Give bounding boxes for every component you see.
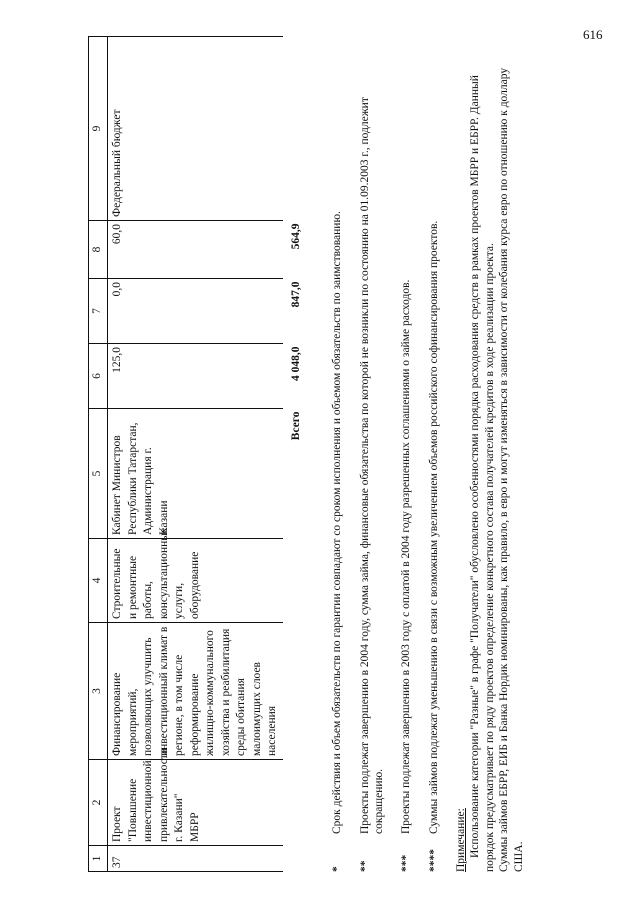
rotated-page-content — [88, 37, 553, 872]
footnote-text: Проекты подлежат завершению в 2004 году, сумма займа, финансовые обязательства по которой не возникли по состоянию на 01.09.2003 г., подлежит сокращению. — [358, 97, 385, 834]
recipient-cell: Кабинет Министров Республики Татарстан, Администрация г. Казани — [108, 409, 283, 539]
amount-cell-7: 0,0 — [108, 279, 283, 344]
column-number: 3 — [89, 623, 108, 760]
purpose-cell: Финансирование мероприятий, позволяющих улучшить инвестиционный климат в регионе, в том числе реформирование жилищно-коммунального хозяйства и реабилитация среды обитания малоимущих слоев населения — [108, 623, 283, 760]
footnote-mark: * — [331, 866, 344, 872]
column-number-row — [89, 37, 108, 872]
projects-table — [88, 36, 306, 872]
page-number: 616 — [583, 27, 603, 42]
project-name-cell: Проект "Повышение инвестиционной привлекательности г. Казани" МБРР — [108, 760, 283, 846]
total-row — [283, 37, 307, 872]
column-number: 9 — [89, 37, 108, 221]
footnote — [427, 37, 441, 872]
column-number: 4 — [89, 539, 108, 623]
row-number: 37 — [108, 846, 283, 872]
remark-heading: Примечание: — [455, 808, 468, 872]
funding-source-cell: Федеральный бюджет — [108, 37, 283, 221]
column-number: 5 — [89, 409, 108, 539]
footnote-text: Проекты подлежат завершению в 2003 году с оплатой в 2004 году разрешенных соглашениями о займе расходов. — [400, 279, 413, 834]
total-col8: 564,9 — [289, 223, 302, 250]
total-col6: 4 048,0 — [289, 346, 302, 381]
amount-cell-8: 60,0 — [108, 221, 283, 279]
column-number: 6 — [89, 344, 108, 409]
column-number: 2 — [89, 760, 108, 846]
column-number: 1 — [89, 846, 108, 872]
remark-block — [454, 37, 526, 872]
total-col7: 847,0 — [289, 281, 302, 308]
footnote-mark: **** — [427, 849, 440, 872]
total-label: Всего — [289, 411, 302, 441]
footnote-mark: *** — [400, 854, 413, 872]
remark-paragraph: Использование категории "Разные" в графе "Получатели" обусловлено особенностями порядка расходования средств в рамках проектов МБРР и ЕБРР. Данный порядок предусматривает по ряду проектов определение конкретного состава получателей кредитов в ходе реализации проекта. — [469, 75, 496, 872]
footnotes — [330, 37, 526, 872]
table-row — [108, 37, 283, 872]
footnote-text: Срок действия и объем обязательств по гарантии совпадают со сроком исполнения и объемом обязательств по заимствованию. — [331, 211, 344, 834]
footnote-mark: ** — [358, 860, 371, 872]
footnote — [330, 37, 344, 872]
footnote — [358, 37, 387, 872]
remark-paragraph: Суммы займов ЕБРР, ЕИБ и Банка Нордик номинированы, как правило, в евро и могут изменяться в зависимости от колебания курса евро по отношению к доллару США. — [498, 67, 525, 872]
footnote — [399, 37, 413, 872]
amount-cell-6: 125,0 — [108, 344, 283, 409]
column-number: 8 — [89, 221, 108, 279]
goods-cell: Строительные и ремонтные работы, консультационные услуги, оборудование — [108, 539, 283, 623]
column-number: 7 — [89, 279, 108, 344]
footnote-text: Суммы займов подлежат уменьшению в связи с возможным увеличением объемов российского софинансирования проектов. — [427, 220, 440, 834]
